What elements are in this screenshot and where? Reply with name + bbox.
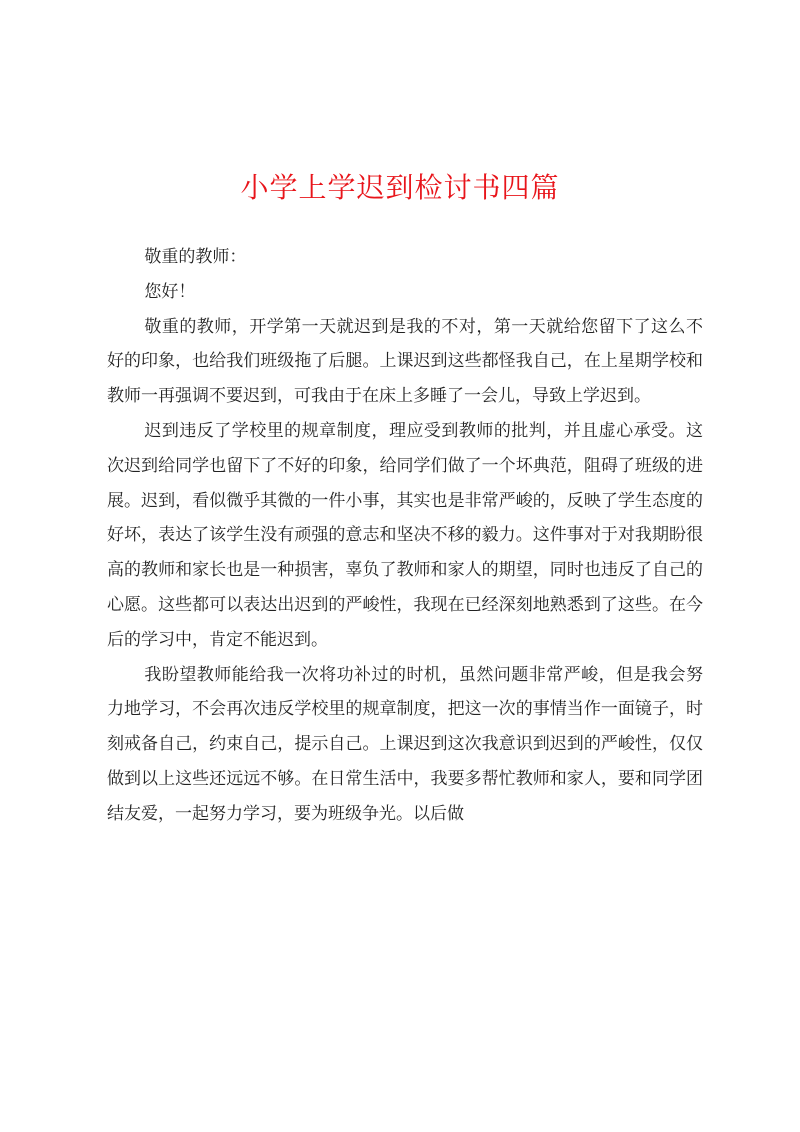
document-body [107,240,703,832]
greeting: 您好！ [144,281,196,302]
body-paragraph: 迟到违反了学校里的规章制度，理应受到教师的批判，并且虚心承受。这次迟到给同学也留下了不好的印象，给同学们做了一个坏典范，阻碍了班级的进展。迟到，看似微乎其微的一件小事，其实也是非常严峻的，反映了学生态度的好坏，表达了该学生没有顽强的意志和坚决不移的毅力。这件事对于对我期盼很高的教师和家长也是一种损害，辜负了教师和家人的期望，同时也违反了自己的心愿。这些都可以表达出迟到的严峻性，我现在已经深刻地熟悉到了这些。在今后的学习中，肯定不能迟到。 [107,420,703,650]
document-title: 小学上学迟到检讨书四篇 [240,171,560,204]
body-paragraph: 我盼望教师能给我一次将功补过的时机，虽然问题非常严峻，但是我会努力地学习，不会再次违反学校里的规章制度，把这一次的事情当作一面镜子，时刻戒备自己，约束自己，提示自己。上课迟到这次我意识到迟到的严峻性，仅仅做到以上这些还远远不够。在日常生活中，我要多帮忙教师和家人，要和同学团结友爱，一起努力学习，要为班级争光。以后做 [107,664,703,824]
body-paragraph: 敬重的教师，开学第一天就迟到是我的不对，第一天就给您留下了这么不好的印象，也给我们班级拖了后腿。上课迟到这些都怪我自己，在上星期学校和教师一再强调不要迟到，可我由于在床上多睡了一会儿，导致上学迟到。 [107,316,703,407]
salutation: 敬重的教师： [144,247,247,267]
